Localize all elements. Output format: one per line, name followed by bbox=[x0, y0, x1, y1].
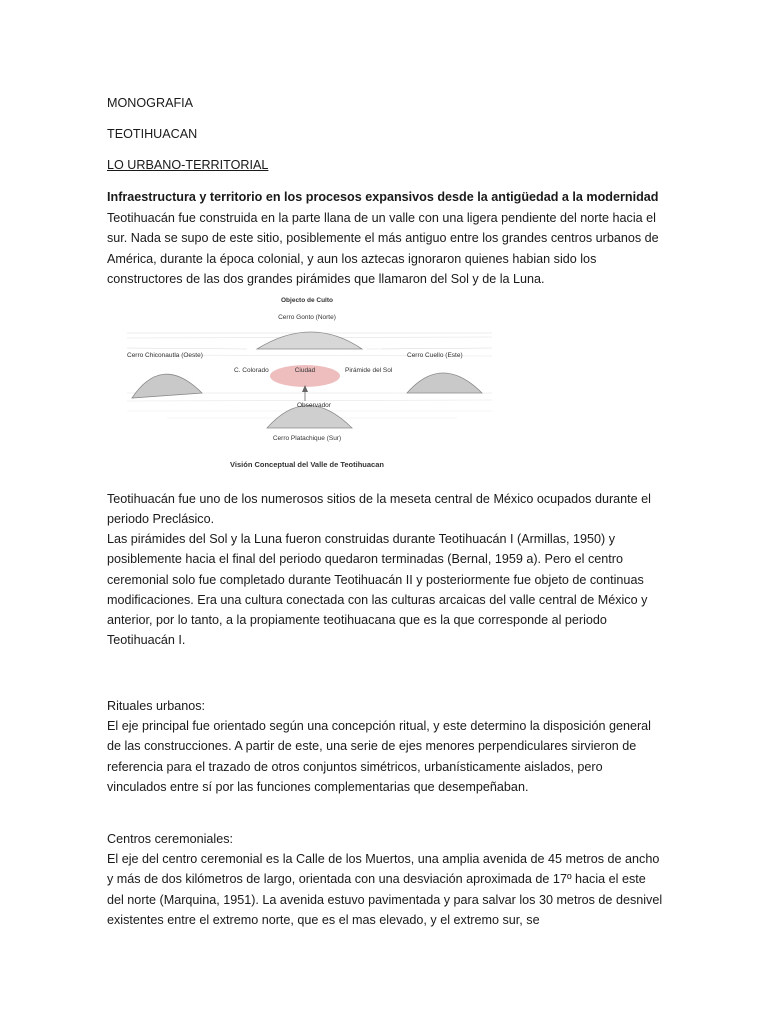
label-piramide: Pirámide del Sol bbox=[345, 367, 393, 374]
centros-title: Centros ceremoniales: bbox=[107, 832, 233, 846]
label-objeto-culto: Objecto de Culto bbox=[281, 297, 333, 304]
rituales-title: Rituales urbanos: bbox=[107, 699, 206, 713]
west-mountain bbox=[132, 374, 202, 398]
label-ciudad: Ciudad bbox=[294, 367, 316, 374]
intro-paragraph: Teotihuacán fue construida en la parte llana de un valle con una ligera pendiente del norte hacia el sur. Nada se supo de este sitio, posiblemente el más antiguo entre los grandes centros urbanos de América, durante la época colonial, y aun los aztecas ignoraron quienes habian sido los constructores de las dos grandes pirámides que llamaron del Sol y de la Luna. bbox=[107, 211, 659, 286]
rituales-paragraph: El eje principal fue orientado según una concepción ritual, y este determino la disposición general de las construcciones. A partir de este, una serie de ejes menores perpendiculares sirvieron de referencia para el trazado de otros conjuntos simétricos, urbanísticamente aislados, pero vinculados entre sí por las funciones complementarias que desempeñaban. bbox=[107, 719, 651, 794]
label-south: Cerro Platachique (Sur) bbox=[272, 435, 342, 442]
paragraph-piramides: Las pirámides del Sol y la Luna fueron construidas durante Teotihuacán I (Armillas, 1950) y posiblemente hacia el final del periodo quedaron terminadas (Bernal, 1959 a). Pero el centro ceremonial solo fue completado durante Teotihuacán II y posteriormente fue objeto de continuas modificaciones. Era una cultura conectada con las culturas arcaicas del valle central de México y anterior, por lo tanto, a la propiamente teotihuacana que es la que corresponde al periodo Teotihuacán I. bbox=[107, 532, 648, 648]
valley-diagram bbox=[107, 293, 507, 483]
intro-title: Infraestructura y territorio en los procesos expansivos desde la antigüedad a la modernidad bbox=[107, 190, 659, 204]
section-title-urbano: LO URBANO-TERRITORIAL bbox=[107, 158, 269, 172]
label-north: Cerro Gonto (Norte) bbox=[278, 314, 336, 321]
centros-paragraph: El eje del centro ceremonial es la Calle de los Muertos, una amplia avenida de 45 metros de ancho y más de dos kilómetros de largo, orientada con una desviación aproximada de 17º hacia el este del norte (Marquina, 1951). La avenida estuvo pavimentada y para salvar los 30 metros de desnivel existentes entre el extremo norte, que es el mas elevado, y el extremo sur, se bbox=[107, 852, 663, 927]
heading-monografia: MONOGRAFIA bbox=[107, 96, 194, 110]
paragraph-preclasico: Teotihuacán fue uno de los numerosos sitios de la meseta central de México ocupados durante el periodo Preclásico. bbox=[107, 492, 651, 527]
east-mountain bbox=[407, 373, 482, 393]
label-east: Cerro Cuello (Este) bbox=[407, 352, 463, 359]
label-observador: Observador bbox=[297, 402, 331, 409]
heading-teotihuacan: TEOTIHUACAN bbox=[107, 127, 198, 141]
label-colorado: C. Colorado bbox=[234, 367, 269, 374]
label-west: Cerro Chiconautla (Oeste) bbox=[127, 352, 203, 359]
figure-caption: Visión Conceptual del Valle de Teotihuacan bbox=[230, 460, 384, 469]
north-mountain bbox=[257, 332, 362, 349]
